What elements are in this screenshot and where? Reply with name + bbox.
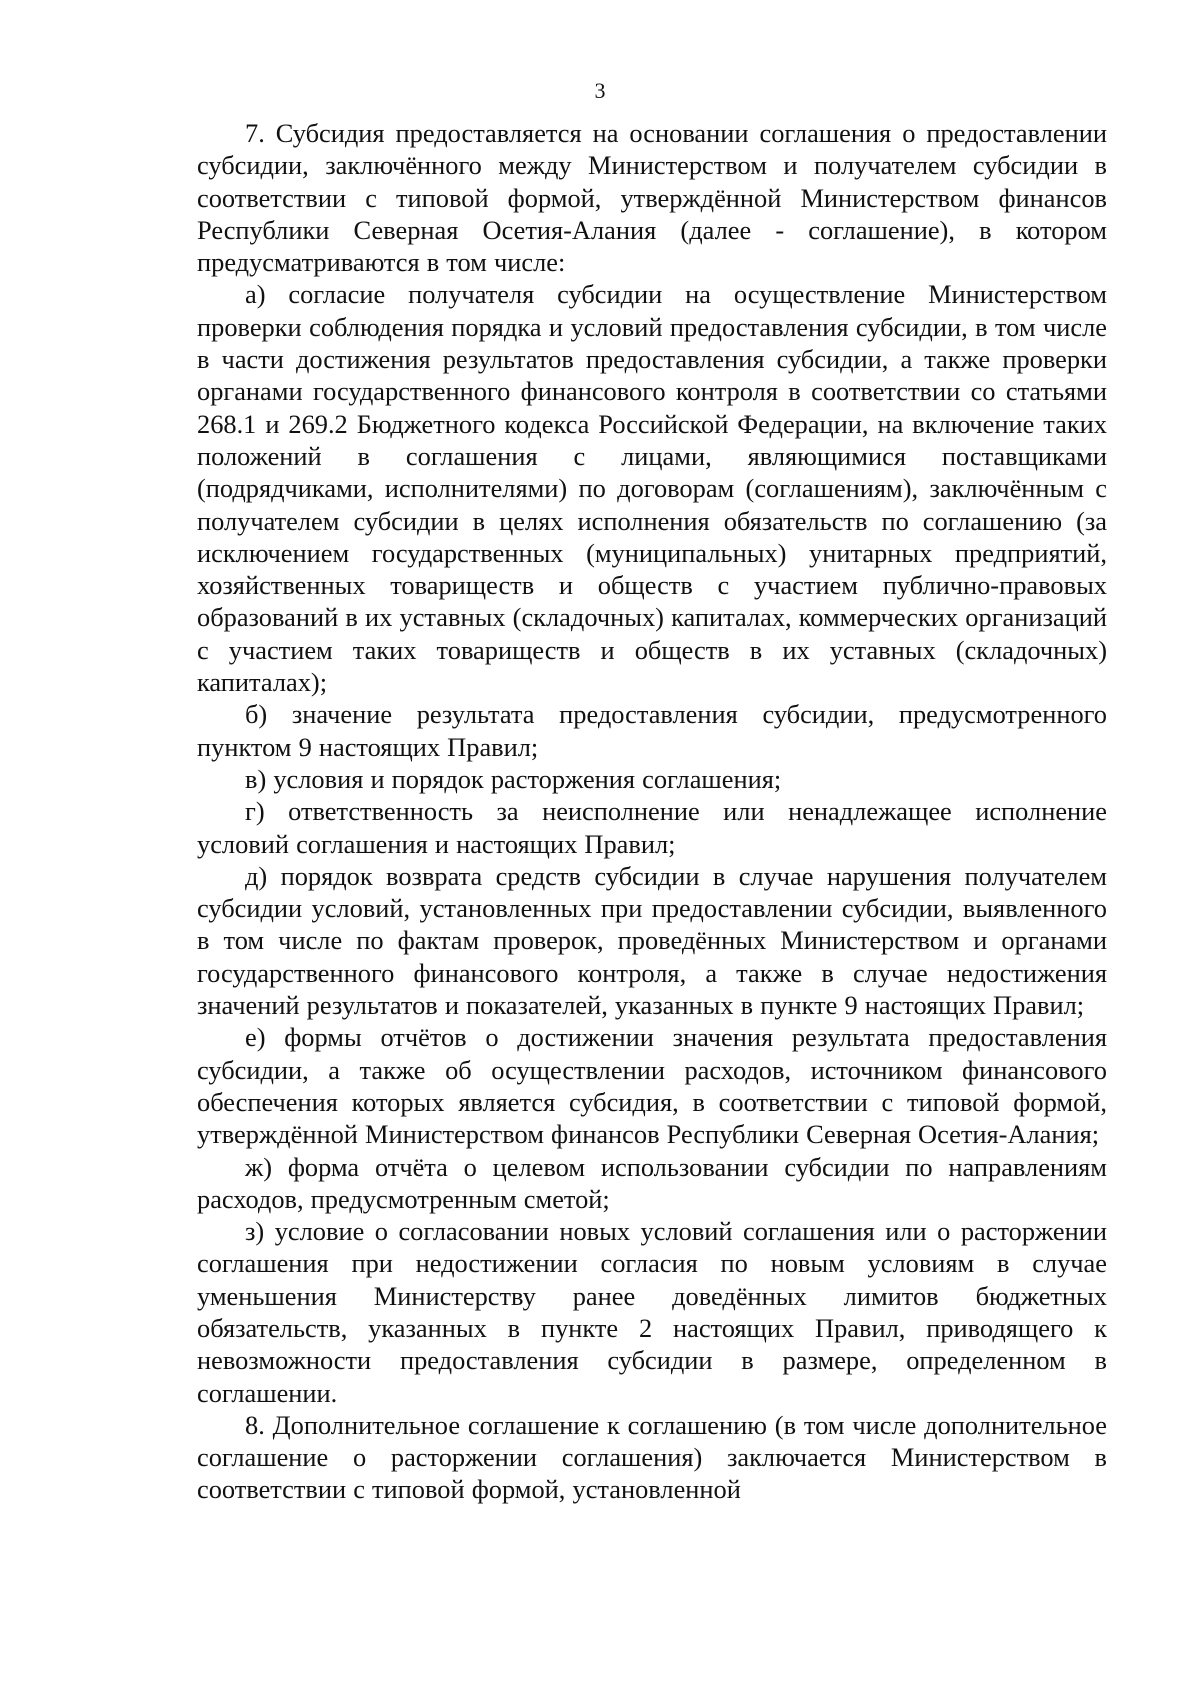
paragraph-8: 8. Дополнительное соглашение к соглашению (в том числе дополнительное соглашение о расторжении соглашения) заключается Министерством в соответствии с типовой формой, установленной (197, 1409, 1107, 1505)
page-number: 3 (594, 78, 606, 103)
paragraph-7d: д) порядок возврата средств субсидии в случае нарушения получателем субсидии условий, установленных при предоставлении субсидии, выявленного в том числе по фактам проверок, проведённых Министерством и органами государственного финансового контроля, а также в случае недостижения значений результатов и показателей, указанных в пункте 9 настоящих Правил; (197, 860, 1107, 1021)
paragraph-7: 7. Субсидия предоставляется на основании соглашения о предоставлении субсидии, заключённого между Министерством и получателем субсидии в соответствии с типовой формой, утверждённой Министерством финансов Республики Северная Осетия-Алания (далее - соглашение), в котором предусматриваются в том числе: (197, 118, 1107, 278)
paragraph-7a: а) согласие получателя субсидии на осуществление Министерством проверки соблюдения порядка и условий предоставления субсидии, в том числе в части достижения результатов предоставления субсидии, а также проверки органами государственного финансового контроля в соответствии со статьями 268.1 и 269.2 Бюджетного кодекса Российской Федерации, на включение таких положений в соглашения с лицами, являющимися поставщиками (подрядчиками, исполнителями) по договорам (соглашениям), заключённым с получателем субсидии в целях исполнения обязательств по соглашению (за исключением государственных (муниципальных) унитарных предприятий, хозяйственных товариществ и обществ с участием публично-правовых образований в их уставных (складочных) капиталах, коммерческих организаций с участием таких товариществ и обществ в их уставных (складочных) капиталах); (197, 279, 1107, 698)
document-body (197, 117, 1107, 1506)
paragraph-7v: в) условия и порядок расторжения соглашения; (245, 763, 782, 794)
paragraph-7zh: ж) форма отчёта о целевом использовании субсидии по направлениям расходов, предусмотренным сметой; (197, 1151, 1107, 1214)
paragraph-7z: з) условие о согласовании новых условий соглашения или о расторжении соглашения при недостижении согласия по новым условиям в случае уменьшения Министерству ранее доведённых лимитов бюджетных обязательств, указанных в пункте 2 настоящих Правил, приводящего к невозможности предоставления субсидии в размере, определенном в соглашении. (197, 1216, 1107, 1408)
paragraph-7e: е) формы отчётов о достижении значения результата предоставления субсидии, а также об осуществлении расходов, источником финансового обеспечения которых является субсидия, в соответствии с типовой формой, утверждённой Министерством финансов Республики Северная Осетия-Алания; (197, 1022, 1107, 1150)
paragraph-7b: б) значение результата предоставления субсидии, предусмотренного пунктом 9 настоящих Правил; (197, 699, 1107, 762)
paragraph-7g: г) ответственность за неисполнение или ненадлежащее исполнение условий соглашения и настоящих Правил; (197, 796, 1107, 859)
